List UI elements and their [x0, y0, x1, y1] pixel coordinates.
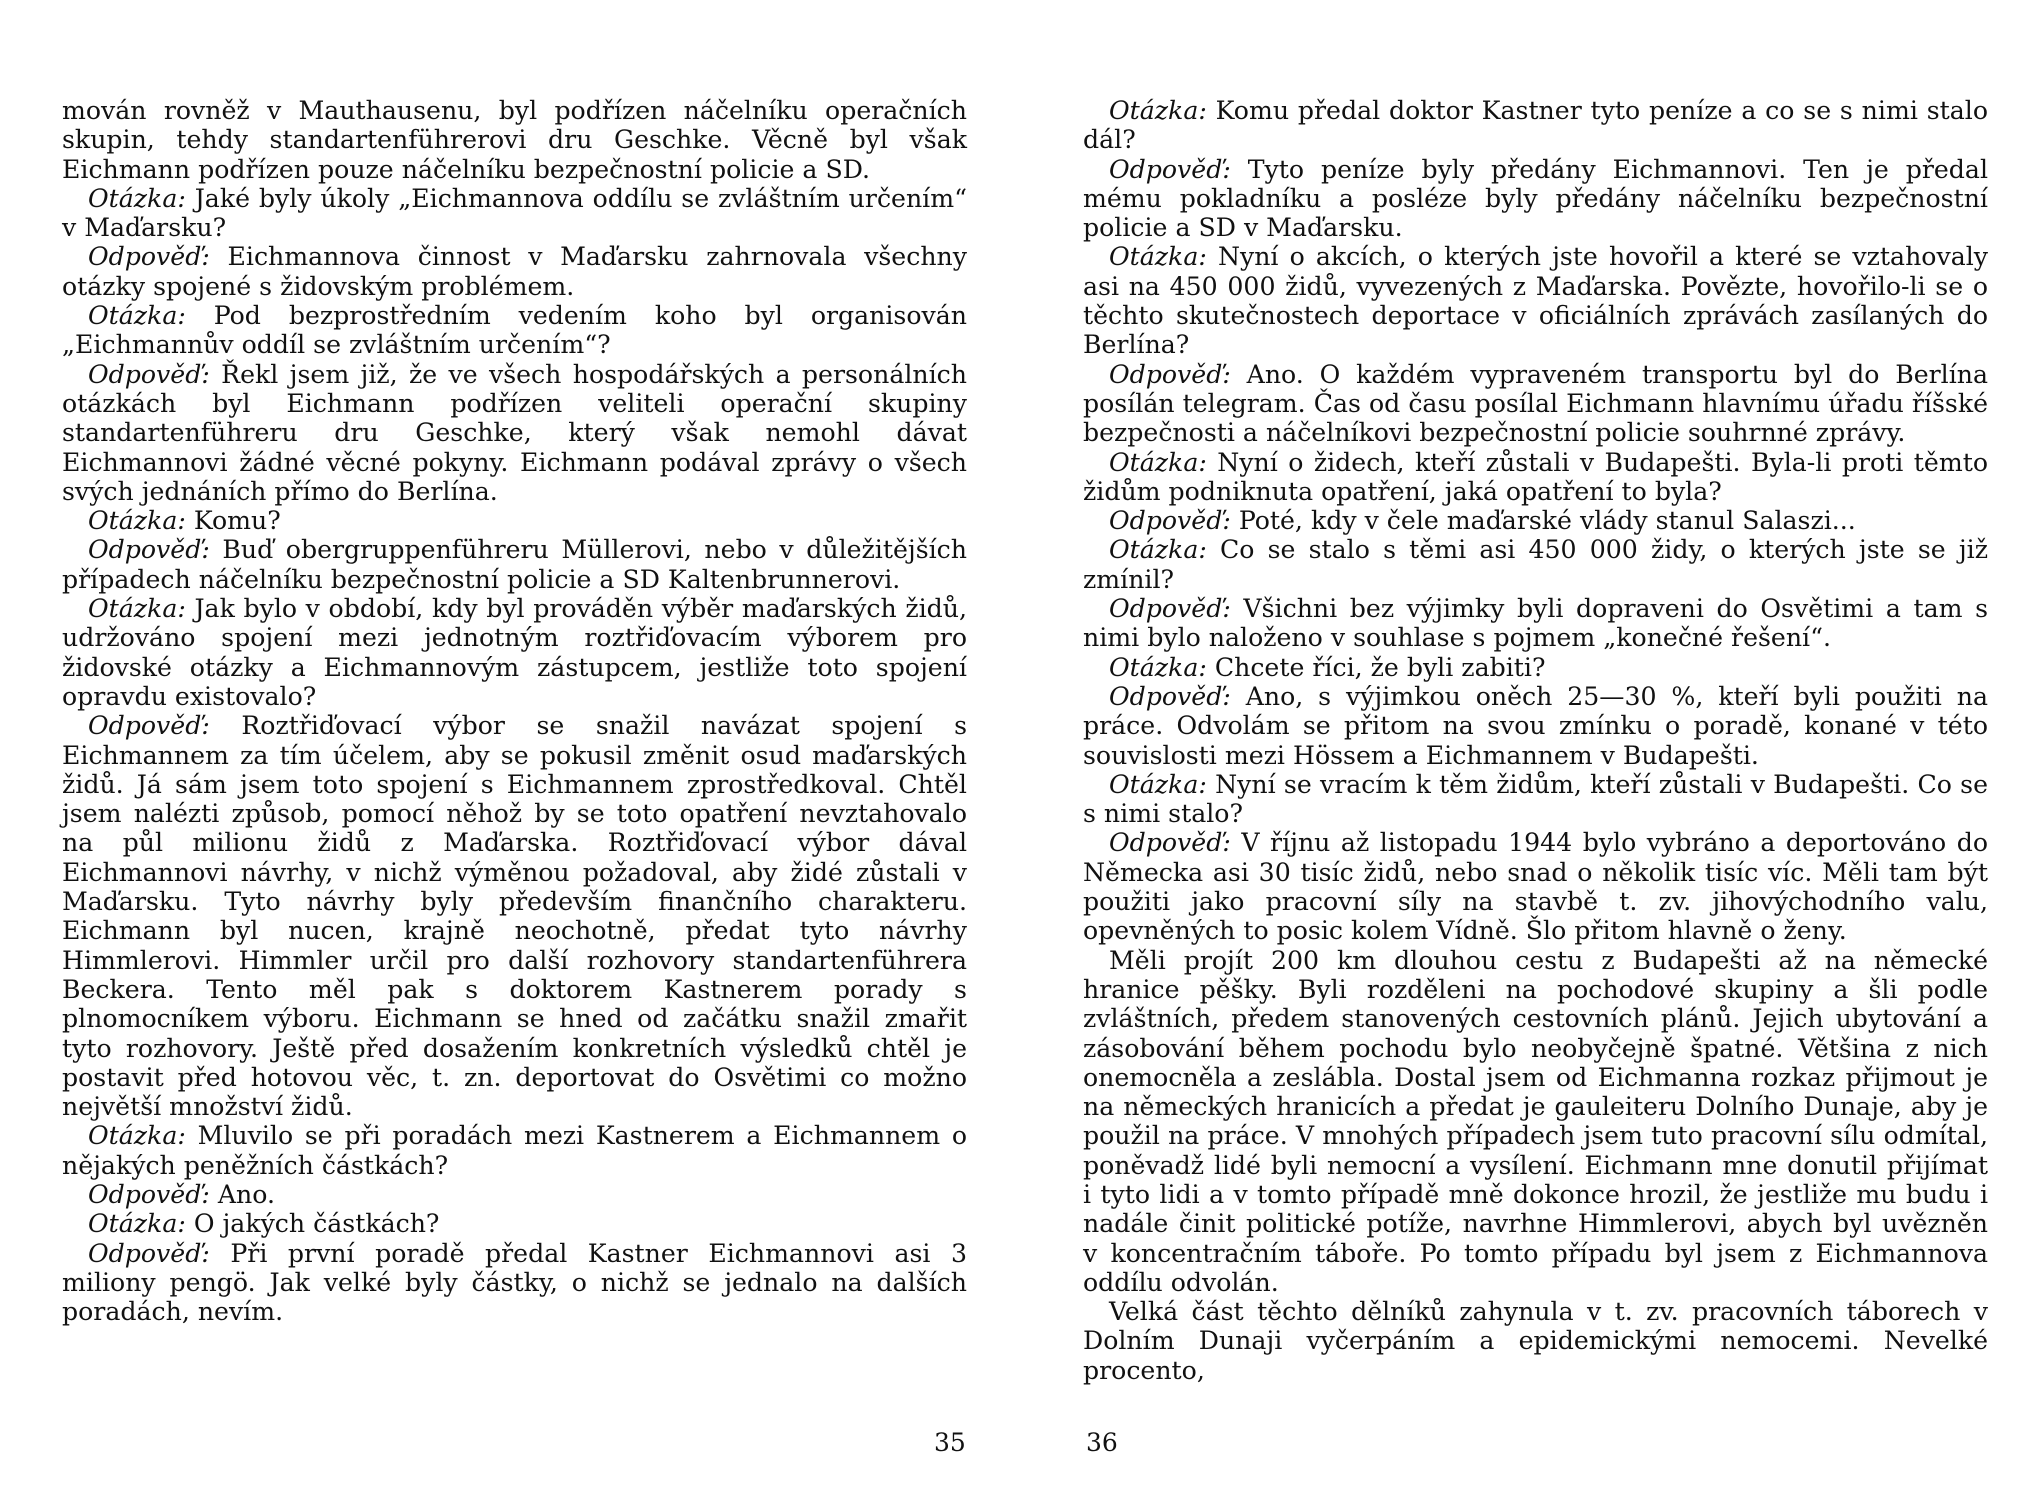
paragraph-text: Chcete říci, že byli zabiti?	[1206, 652, 1546, 682]
paragraph-text: Velká část těchto dělníků zahynula v t. zv. pracovních táborech v Dolním Dunaji vyčerpáním a epidemickými nemocemi. Nevelké procento,	[1083, 1297, 1988, 1385]
paragraph-text: Jaké byly úkoly „Eichmannova oddílu se zvláštním určením“ v Maďarsku?	[62, 183, 967, 243]
question-paragraph	[1083, 653, 1988, 682]
question-paragraph	[62, 301, 967, 360]
answer-paragraph	[62, 1180, 967, 1209]
answer-label: Odpověď:	[1109, 154, 1231, 184]
paragraph-text: Buď obergruppenführeru Müllerovi, nebo v důležitějších případech náčelníku bezpečnostní policie a SD Kaltenbrunnerovi.	[62, 535, 967, 594]
question-label: Otázka:	[88, 301, 186, 331]
question-paragraph	[1083, 242, 1988, 359]
answer-paragraph	[1083, 155, 1988, 243]
paragraph-paragraph	[1083, 946, 1988, 1298]
question-label: Otázka:	[1109, 447, 1207, 477]
paragraph-text: Nyní o akcích, o kterých jste hovořil a které se vztahovaly asi na 450 000 židů, vyvezených z Maďarska. Povězte, hovořilo-li se o těchto skutečnostech deportace v oficiálních zprávách zasílaných do Berlína?	[1083, 242, 1988, 360]
answer-label: Odpověď:	[88, 1238, 210, 1268]
paragraph-text: Ano. O každém vypraveném transportu byl do Berlína posílán telegram. Čas od času posílal Eichmann hlavnímu úřadu říšské bezpečnosti a náčelníkovi bezpečnostní policie souhrnné zprávy.	[1083, 359, 1988, 448]
question-label: Otázka:	[88, 506, 186, 536]
paragraph-text: Mluvilo se při poradách mezi Kastnerem a Eichmannem o nějakých peněžních částkách?	[62, 1121, 967, 1180]
answer-label: Odpověď:	[1109, 828, 1231, 858]
paragraph-text: Při první poradě předal Kastner Eichmannovi asi 3 miliony pengö. Jak velké byly částky, o nichž se jednalo na dalších poradách, nevím.	[62, 1238, 967, 1327]
answer-paragraph	[62, 711, 967, 1121]
question-label: Otázka:	[1109, 96, 1207, 125]
question-label: Otázka:	[88, 183, 186, 213]
answer-paragraph	[1083, 828, 1988, 945]
paragraph-text: Roztřiďovací výbor se snažil navázat spojení s Eichmannem za tím účelem, aby se pokusil změnit osud maďarských židů. Já sám jsem toto spojení s Eichmannem zprostředkoval. Chtěl jsem nalézti způsob, pomocí něhož by se toto opatření nevztahovalo na půl milionu židů z Maďarska. Roztřiďovací výbor dával Eichmannovi návrhy, v nichž výměnou požadoval, aby židé zůstali v Maďarsku. Tyto návrhy byly především finančního charakteru. Eichmann byl nucen, krajně neochotně, předat tyto návrhy Himmlerovi. Himmler určil pro další rozhovory standartenführera Beckera. Tento měl pak s doktorem Kastnerem porady s plnomocníkem výboru. Eichmann se hned od začátku snažil zmařit tyto rozhovory. Ještě před dosažením konkretních výsledků chtěl je postavit před hotovou věc, t. zn. deportovat do Osvětimi co možno největší množství židů.	[62, 711, 967, 1122]
question-paragraph	[62, 594, 967, 711]
question-label: Otázka:	[88, 1121, 186, 1151]
answer-label: Odpověď:	[88, 1179, 210, 1209]
question-label: Otázka:	[88, 594, 186, 624]
question-label: Otázka:	[1109, 242, 1207, 272]
paragraph-text: Pod bezprostředním vedením koho byl organisován „Eichmannův oddíl se zvláštním určením“?	[62, 301, 967, 360]
answer-paragraph	[1083, 360, 1988, 448]
answer-label: Odpověď:	[88, 242, 210, 272]
paragraph-text: Poté, kdy v čele maďarské vlády stanul Salaszi...	[1230, 506, 1856, 536]
paragraph-paragraph	[1083, 1297, 1988, 1385]
paragraph-text: Nyní se vracím k těm židům, kteří zůstali v Budapešti. Co se s nimi stalo?	[1083, 769, 1988, 829]
question-paragraph	[62, 1209, 967, 1238]
paragraph-text: Ano, s výjimkou oněch 25—30 %, kteří byli použiti na práce. Odvolám se přitom na svou zmínku o poradě, konané v této souvislosti mezi Hössem a Eichmannem v Budapešti.	[1083, 681, 1988, 770]
answer-paragraph	[1083, 506, 1988, 535]
paragraph-text: Ano.	[209, 1179, 275, 1209]
question-label: Otázka:	[1109, 769, 1207, 799]
answer-label: Odpověď:	[1109, 681, 1231, 711]
paragraph-text: Řekl jsem již, že ve všech hospodářských a personálních otázkách byl Eichmann podřízen veliteli operační skupiny standartenführeru dru Geschke, který však nemohl dávat Eichmannovi žádné věcné pokyny. Eichmann podával zprávy o všech svých jednáních přímo do Berlína.	[62, 359, 967, 506]
question-paragraph	[62, 1121, 967, 1180]
answer-paragraph	[62, 242, 967, 301]
left-page	[62, 96, 967, 1326]
paragraph-text: Nyní o židech, kteří zůstali v Budapešti. Byla-li proti těmto židům podniknuta opatření, jaká opatření to byla?	[1083, 447, 1988, 506]
question-label: Otázka:	[1109, 652, 1207, 682]
answer-label: Odpověď:	[88, 535, 210, 565]
paragraph-text: V říjnu až listopadu 1944 bylo vybráno a deportováno do Německa asi 30 tisíc židů, nebo snad o několik tisíc víc. Měli tam být použiti jako pracovní síly na stavbě t. zv. jihovýchodního valu, opevněných to posic kolem Vídně. Šlo přitom hlavně o ženy.	[1083, 828, 1988, 946]
paragraph-text: Eichmannova činnost v Maďarsku zahrnovala všechny otázky spojené s židovským problémem.	[62, 242, 967, 301]
question-paragraph	[1083, 448, 1988, 507]
question-paragraph	[1083, 535, 1988, 594]
answer-paragraph	[1083, 594, 1988, 653]
paragraph-text: Měli projít 200 km dlouhou cestu z Budapešti až na německé hranice pěšky. Byli rozděleni na pochodové skupiny a šli podle zvláštních, předem stanovených cestovních plánů. Jejich ubytování a zásobování během pochodu bylo neobyčejně špatné. Většina z nich onemocněla a zeslábla. Dostal jsem od Eichmanna rozkaz přijmout je na německých hranicích a předat je gauleiteru Dolního Dunaje, aby je použil na práce. V mnohých případech jsem tuto pracovní sílu odmítal, poněvadž lidé byli nemocní a vysílení. Eichmann mne donutil přijímat i tyto lidi a v tomto případě mně dokonce hrozil, že jestliže mu budu i nadále činit politické potíže, navrhne Himmlerovi, abych byl uvězněn v koncentračním táboře. Po tomto případu byl jsem z Eichmannova oddílu odvolán.	[1083, 945, 1988, 1297]
paragraph-paragraph	[62, 96, 967, 184]
answer-paragraph	[62, 535, 967, 594]
paragraph-text: Všichni bez výjimky byli dopraveni do Osvětimi a tam s nimi bylo naloženo v souhlase s pojmem „konečné řešení“.	[1083, 594, 1988, 653]
answer-label: Odpověď:	[88, 359, 210, 389]
paragraph-text: O jakých částkách?	[185, 1209, 440, 1239]
answer-paragraph	[1083, 682, 1988, 770]
paragraph-text: Co se stalo s těmi asi 450 000 židy, o kterých jste se již zmínil?	[1083, 535, 1988, 594]
paragraph-text: Jak bylo v období, kdy byl prováděn výběr maďarských židů, udržováno spojení mezi jednotným roztřiďovacím výborem pro židovské otázky a Eichmannovým zástupcem, jestliže toto spojení opravdu existovalo?	[62, 594, 967, 711]
answer-label: Odpověď:	[1109, 594, 1231, 624]
answer-paragraph	[62, 1239, 967, 1327]
right-page-number: 36	[1086, 1428, 1118, 1457]
question-paragraph	[1083, 96, 1988, 155]
answer-label: Odpověď:	[88, 711, 210, 741]
paragraph-text: Tyto peníze byly předány Eichmannovi. Ten je předal mému pokladníku a posléze byly předány náčelníku bezpečnostní policie a SD v Maďarsku.	[1083, 154, 1988, 243]
answer-paragraph	[62, 360, 967, 506]
question-label: Otázka:	[1109, 535, 1207, 565]
question-paragraph	[1083, 770, 1988, 829]
answer-label: Odpověď:	[1109, 359, 1231, 389]
right-page	[1083, 96, 1988, 1385]
question-paragraph	[62, 506, 967, 535]
paragraph-text: mován rovněž v Mauthausenu, byl podřízen náčelníku operačních skupin, tehdy standartenführerovi dru Geschke. Věcně byl však Eichmann podřízen pouze náčelníku bezpečnostní policie a SD.	[62, 96, 967, 184]
left-page-number: 35	[934, 1428, 966, 1457]
question-paragraph	[62, 184, 967, 243]
paragraph-text: Komu předal doktor Kastner tyto peníze a co se s nimi stalo dál?	[1083, 96, 1988, 155]
answer-label: Odpověď:	[1109, 506, 1231, 536]
question-label: Otázka:	[88, 1209, 186, 1239]
paragraph-text: Komu?	[185, 506, 281, 536]
